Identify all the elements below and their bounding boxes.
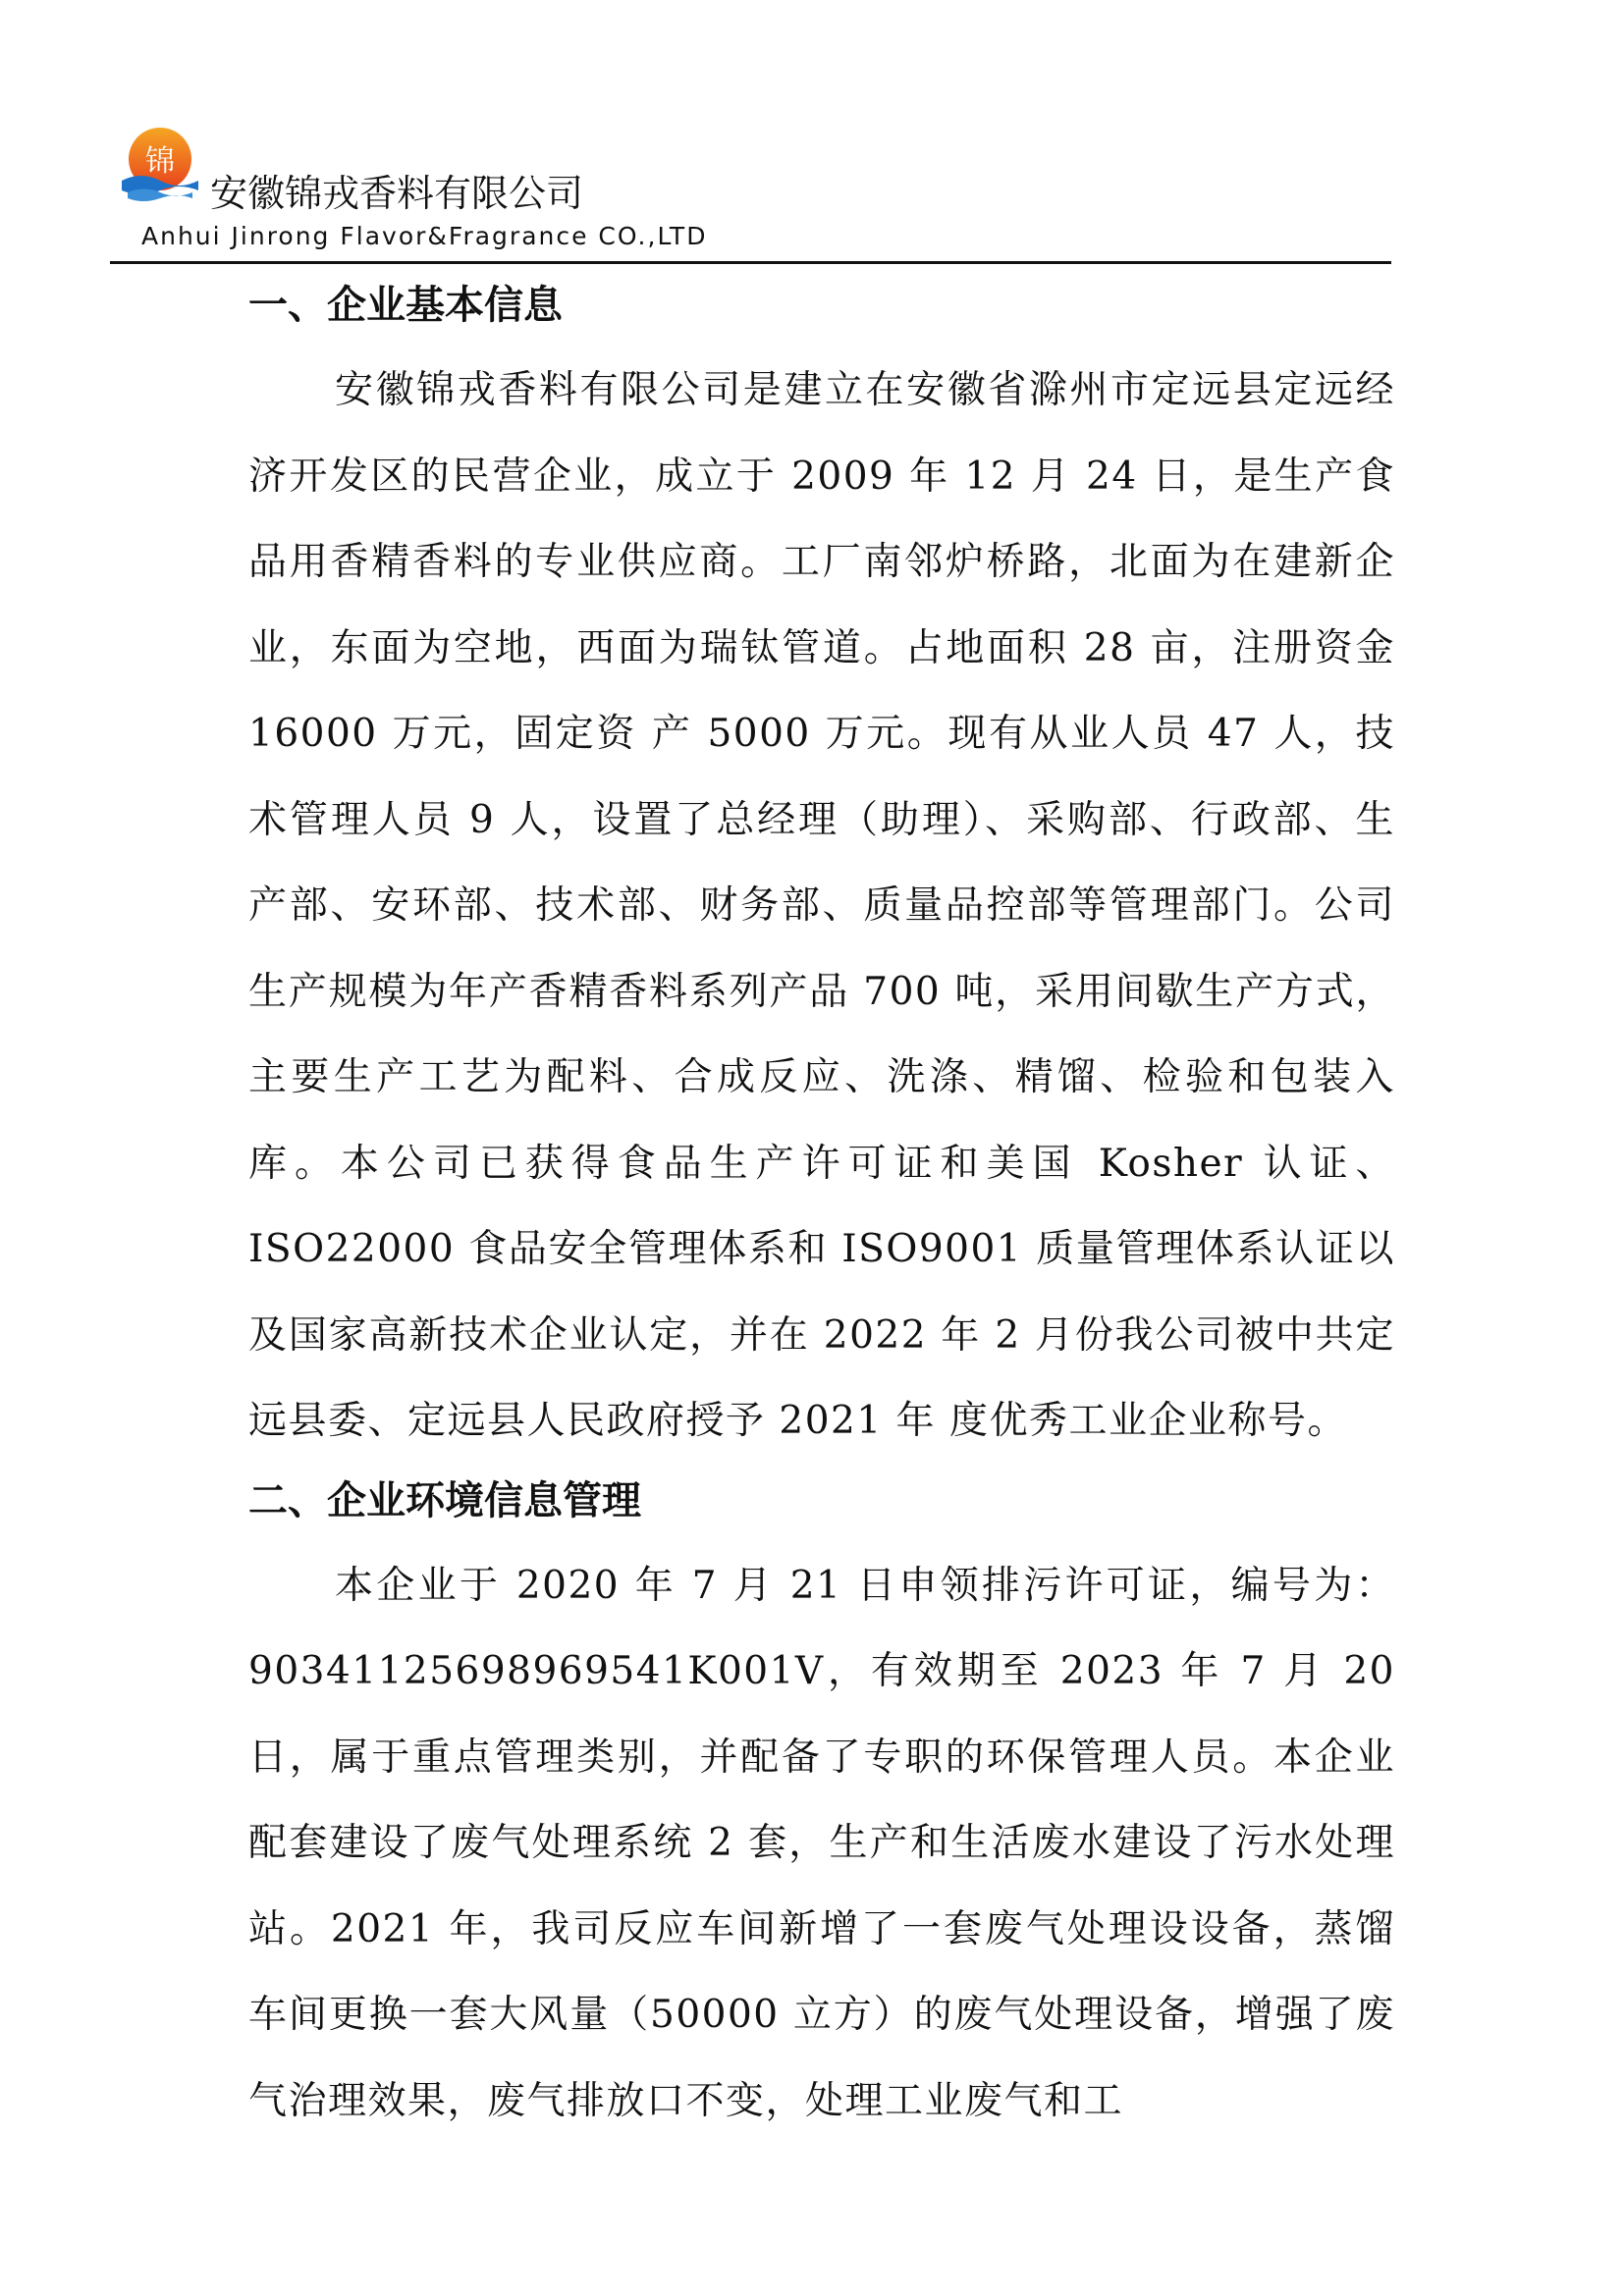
section-heading-env-management: 二、企业环境信息管理: [248, 1477, 641, 1523]
section-heading-basic-info: 一、企业基本信息: [248, 283, 563, 328]
page-header: [110, 116, 1391, 263]
company-name-en: Anhui Jinrong Flavor&Fragrance CO.,LTD: [141, 222, 708, 250]
paragraph-env-management: 本企业于 2020 年 7 月 21 日申领排污许可证，编号为：9034112569896954​1K001V，有效期至 2023 年 7 月 20 日，属于重点管理类别，并配备了专职的环保管理人员。本企业配套建设了废气处理系统 2 套，生产和生活废水建设了污水处理站。2021 年，我司反应车间新增了一套废气处理设设备，蒸馏车间更换一套大风量（50000 立方）的废气处理设备，增强了废气治理效果，废气排放口不变，处理工业废气和工: [248, 1563, 1395, 2123]
logo-glyph: 锦: [145, 144, 175, 179]
company-name-cn: 安徽锦戎香料有限公司: [210, 172, 584, 215]
document-body: [248, 277, 1395, 2144]
header-divider: [110, 261, 1391, 264]
company-logo-icon: [118, 124, 202, 208]
paragraph-basic-info: 安徽锦戎香料有限公司是建立在安徽省滁州市定远县定远经济开发区的民营企业，成立于 2009 年 12 月 24 日，是生产食品用香精香料的专业供应商。工厂南邻炉桥路，北面为在建新企业，东面为空地，西面为瑞钛管道。占地面积 28 亩，注册资金 16000 万元，固定资 产 5000 万元。现有从业人员 47 人，技术管理人员 9 人，设置了总经理（助理）、采购部、行政部、生产部、安环部、技术部、财务部、质量品控部等管理部门。公司生产规模为年产香精香料系列产品 700 吨，采用间歇生产方式，主要生产工艺为配料、合成反应、洗涤、精馏、检验和包装入库。本公司已获得食品生产许可证和美国 Kosher 认证、ISO22000 食品安全管理体系和 ISO9001 质量管理体系认证以及国家高新技术企业认定，并在 2022 年 2 月份我公司被中共定远县委、定远县人民政府授予 2021 年 度优秀工业企业称号。: [248, 368, 1395, 1443]
